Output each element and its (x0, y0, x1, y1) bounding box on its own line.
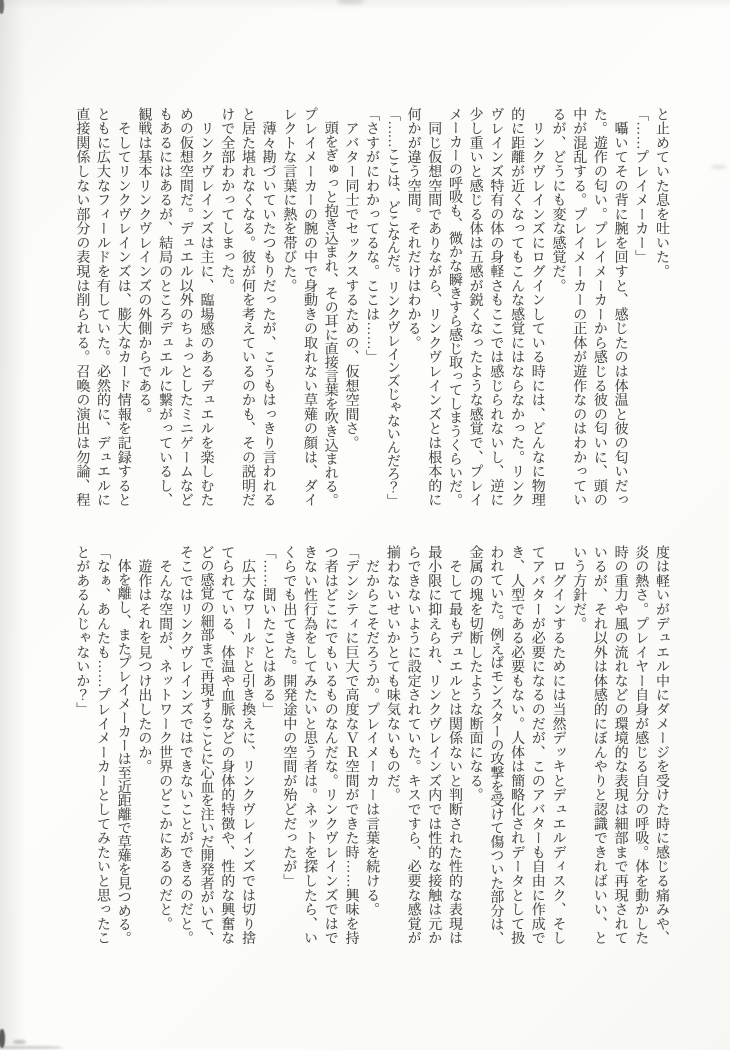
text-column: てられている、体温や血脈などの身体的特徴や、性的な興奮な (219, 545, 235, 946)
scan-smudge (0, 1029, 5, 1048)
text-column: と止めていた息を吐いた。 (654, 107, 669, 279)
text-column: き、人型である必要もない。人体は簡略化されデータとして扱 (509, 545, 525, 946)
text-column: 「デンシティに巨大で高度なＶＲ空間ができた時……興味を持 (343, 545, 359, 946)
scan-smudge (13, 1040, 26, 1044)
text-column: そしてリンクヴレインズは、膨大なカード情報を記録すると (115, 107, 131, 508)
text-column: 「なぁ、あんたも……プレイメーカーとしてみたいと思ったこ (95, 545, 111, 946)
text-column: 少し重いと感じる体は五感が鋭くなったような感覚で、プレイ (467, 107, 483, 508)
text-column: 時の重力や風の流れなどの環境的な表現は細部まで再現されて (612, 545, 628, 946)
scan-edge-shading-top (0, 0, 730, 10)
text-block-bottom (71, 545, 671, 959)
scan-smudge (0, 0, 4, 14)
text-column: と居た堪れなくなる。彼が何を考えているのかも、その説明だ (239, 107, 255, 508)
text-column: リンクヴレインズは主に、臨場感のあるデュエルを楽しむた (198, 107, 214, 508)
text-column: とがあるんじゃないか？」 (74, 545, 90, 717)
scan-smudge (0, 1046, 62, 1049)
text-column: もあるにはあるが、結局のところデュエルに繋がっているし、 (157, 107, 173, 508)
text-column: めの仮想空間だ。デュエル以外のちょっとしたミニゲームなど (177, 107, 193, 508)
text-column: た。遊作の匂い。プレイメーカーから感じる彼の匂いに、頭の (591, 107, 607, 508)
text-column: 「さすがにわかってるな。ここは……」 (364, 107, 380, 365)
text-column: だからこそだろうか。プレイメーカーは言葉を続ける。 (364, 545, 380, 917)
text-column: いう方針だ。 (571, 545, 587, 631)
text-column: われていた。例えばモンスターの攻撃を受けて傷ついた部分は、 (488, 545, 504, 945)
text-column: レクトな言葉に熱を帯びた。 (281, 107, 297, 293)
text-column: リンクヴレインズにログインしている時には、どんなに物理 (529, 107, 545, 508)
text-column: 囁いてその背に腕を回すと、感じたのは体温と彼の匂いだっ (612, 107, 628, 508)
text-column: 遊作はそれを見つけ出したのか。 (136, 545, 152, 774)
text-column: 最小限に抑えられ、リンクヴレインズ内では性的な接触は元か (426, 545, 442, 946)
text-column: 頭をぎゅっと抱き込まれ、その耳に直接言葉を吹き込まれる。 (322, 107, 338, 507)
text-column: メーカーの呼吸も、微かな瞬きすら感じ取ってしまうくらいだ。 (446, 107, 462, 507)
text-column: プレイメーカーの腕の中で身動きの取れない草薙の顔は、ダイ (302, 107, 318, 508)
text-column: つ者はどこにでもいるものなんだな。リンクヴレインズではで (322, 545, 338, 946)
text-column: てアバターが必要になるのだが、このアバターも自由に作成で (529, 545, 545, 946)
text-column: 「……プレイメーカー」 (633, 107, 649, 265)
scan-smudge (711, 165, 726, 169)
text-column: けで全部わかってしまった。 (219, 107, 235, 293)
text-column: 中が混乱する。プレイメーカーの正体が遊作なのはわかってい (571, 107, 587, 508)
text-block-top (71, 107, 671, 521)
text-column: きない性行為をしてみたいと思う者は。ネットを探したら、い (302, 545, 318, 946)
text-column: 揃わないせいかとても味気ないものだ。 (384, 545, 400, 803)
text-column: くらでも出てきた。開発途中の空間が殆どだったが」 (281, 545, 297, 888)
text-column: 「……ここは、どこなんだ。リンクヴレインズじゃないんだろ？」 (384, 107, 400, 507)
text-column: 広大なワールドと引き換えに、リンクヴレインズでは切り捨 (239, 545, 255, 946)
text-column: 何かが違う空間。それだけはわかる。 (405, 107, 421, 350)
text-column: らできないように設定されていた。キスですら、必要な感覚が (405, 545, 421, 946)
text-column: 体を離し、またプレイメーカーは至近距離で草薙を見つめる。 (115, 545, 131, 945)
text-column: 観戦は基本リンクヴレインズの外側からである。 (136, 107, 152, 422)
text-column: いるが、それ以外は体感的にぼんやりと認識できればいい、と (591, 545, 607, 946)
text-column: ログインするためには当然デッキとデュエルディスク、そし (550, 545, 566, 946)
text-column: アバター同士でセックスするための、仮想空間さ。 (343, 107, 359, 450)
text-column: るが、どうにも変な感覚だ。 (550, 107, 566, 293)
text-column: 「……聞いたことはある」 (260, 545, 276, 717)
scan-edge-shading-left (0, 0, 26, 1050)
text-column: 度は軽いがデュエル中にダメージを受けた時に感じる痛みや、 (654, 545, 669, 946)
text-column: ともに広大なフィールドを有していた。必然的に、デュエルに (95, 107, 111, 508)
text-column: そんな空間が、ネットワーク世界のどこかにあるのだと。 (157, 545, 173, 931)
text-column: 同じ仮想空間でありながら、リンクヴレインズとは根本的に (426, 107, 442, 508)
text-column: 金属の塊を切断したような断面になる。 (467, 545, 483, 803)
text-column: 直接関係しない部分の表現は削られる。召喚の演出は勿論、程 (74, 107, 90, 508)
scan-smudge (337, 0, 364, 4)
text-column: そこではリンクヴレインズではできないことができるのだと。 (177, 545, 193, 946)
text-column: ヴレインズ特有の体の身軽さもここでは感じられないし、逆に (488, 107, 504, 508)
text-column: 的に距離が近くなってもこんな感覚にはならなかった。リンク (509, 107, 525, 508)
text-column: そして最もデュエルとは関係ないと判断された性的な表現は (446, 545, 462, 946)
text-column: 薄々勘づいていたつもりだったが、こうもはっきり言われる (260, 107, 276, 508)
text-column: 炎の熱さ。プレイヤー自身が感じる自分の呼吸。体を動かした (633, 545, 649, 946)
text-column: どの感覚の細部まで再現することに心血を注いだ開発者がいて、 (198, 545, 214, 945)
